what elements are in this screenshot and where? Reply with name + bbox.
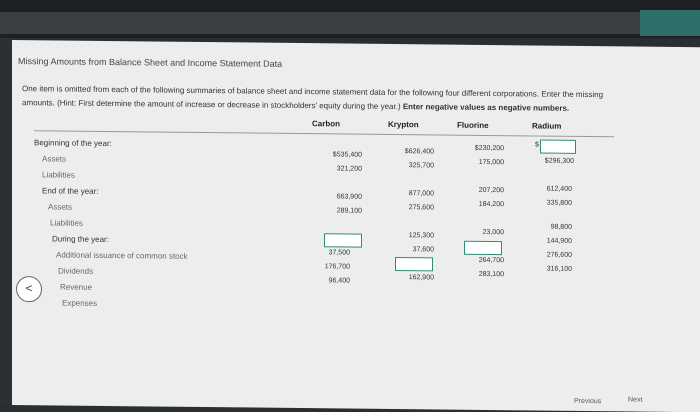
row-label: Dividends <box>58 266 94 276</box>
cell-fluorine-begin-liabilities: 175,000 <box>478 158 504 167</box>
cell-krypton-dividends: 162,900 <box>408 274 434 282</box>
cell-fluorine-end-liabilities: 184,200 <box>478 200 504 209</box>
cell-radium-stock: 98,800 <box>550 223 572 231</box>
cell-radium-expenses: 316,100 <box>546 265 572 273</box>
row-label: Liabilities <box>50 218 83 228</box>
instructions-line2: amounts. (Hint: First determine the amount of increase or decrease in stockholders' equity during the year.) <box>22 98 403 112</box>
row-label: During the year: <box>52 234 109 245</box>
input-krypton-missing[interactable] <box>395 257 433 271</box>
row-label: End of the year: <box>42 186 99 196</box>
instructions-line1: One item is omitted from each of the following summaries of balance sheet and income statement data for the following four different corporations. Enter the missing <box>22 84 604 100</box>
row-label: Beginning of the year: <box>34 138 112 149</box>
cell-krypton-end-liabilities: 275,600 <box>408 204 434 212</box>
cell-radium-end-assets: 612,400 <box>546 185 572 193</box>
question-panel <box>12 40 700 412</box>
input-radium-missing[interactable] <box>535 140 576 154</box>
cell-carbon-begin-assets: $535,400 <box>332 151 362 159</box>
row-label: Liabilities <box>42 170 75 180</box>
cell-radium-revenue: 276,600 <box>546 251 572 259</box>
cell-carbon-begin-liabilities: 321,200 <box>336 165 362 173</box>
header-divider <box>34 130 614 137</box>
column-header-radium: Radium <box>532 121 562 131</box>
column-header-krypton: Krypton <box>388 119 419 130</box>
row-label: Assets <box>48 202 73 212</box>
cell-krypton-begin-assets: $626,400 <box>404 148 434 156</box>
cell-krypton-stock-a: 125,300 <box>408 232 434 240</box>
input-carbon-missing[interactable] <box>324 233 362 247</box>
row-label: Revenue <box>60 282 93 292</box>
cell-radium-begin-liabilities: $296,300 <box>544 157 574 165</box>
dollar-sign: $ <box>535 141 539 149</box>
cell-fluorine-end-assets: 207,200 <box>478 186 504 195</box>
cell-krypton-stock-b: 37,600 <box>412 246 434 254</box>
cell-carbon-end-liabilities: 289,100 <box>336 207 362 215</box>
left-edge <box>0 38 12 405</box>
cell-krypton-begin-liabilities: 325,700 <box>408 162 434 170</box>
next-button[interactable]: Next <box>628 396 643 404</box>
instructions <box>22 82 682 117</box>
previous-button[interactable]: Previous <box>574 397 602 406</box>
cell-carbon-stock: 37,500 <box>328 249 350 257</box>
top-bar-accent <box>640 10 700 36</box>
row-label: Expenses <box>62 298 98 308</box>
cell-fluorine-dividends: 264,700 <box>478 256 504 265</box>
cell-fluorine-stock: 23,000 <box>482 228 504 237</box>
row-label: Additional issuance of common stock <box>56 250 188 261</box>
cell-fluorine-revenue: 283,100 <box>478 270 504 279</box>
cell-radium-end-liabilities: 335,800 <box>546 199 572 207</box>
input-fluorine-missing[interactable] <box>464 241 502 255</box>
column-header-carbon: Carbon <box>312 119 340 129</box>
cell-radium-dividends: 144,900 <box>546 237 572 245</box>
cell-fluorine-begin-assets: $230,200 <box>474 144 504 153</box>
cell-krypton-end-assets: 877,000 <box>408 190 434 198</box>
row-label: Assets <box>42 154 67 164</box>
top-bar-stripe <box>0 12 700 34</box>
column-header-fluorine: Fluorine <box>457 120 489 130</box>
back-button[interactable]: < <box>16 276 42 302</box>
cell-carbon-dividends: 176,700 <box>324 263 350 271</box>
instructions-bold: Enter negative values as negative numbers. <box>402 102 570 113</box>
cell-carbon-revenue: 96,400 <box>328 277 350 285</box>
browser-top-bar <box>0 0 700 38</box>
cell-carbon-end-assets: 663,900 <box>336 193 362 201</box>
page-title: Missing Amounts from Balance Sheet and Income Statement Data <box>18 56 283 69</box>
